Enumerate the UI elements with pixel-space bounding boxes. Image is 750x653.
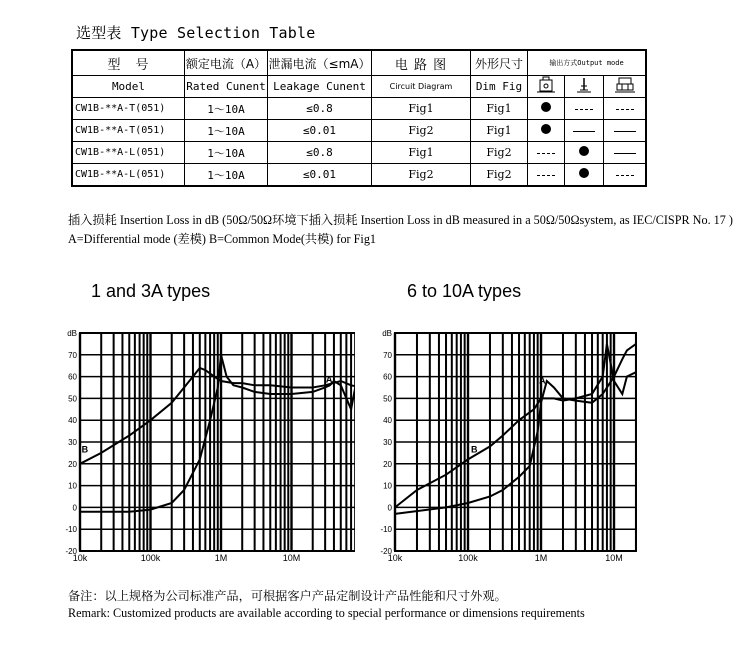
output-plug-cell [604, 98, 647, 120]
y-tick-label: 40 [68, 416, 77, 426]
selected-mark [541, 102, 551, 112]
not-available-mark [573, 131, 595, 132]
insertion-loss-chart-1 [55, 325, 355, 565]
selection-table [71, 49, 647, 187]
pin-icon [565, 76, 604, 98]
series-a-label: A [325, 374, 333, 385]
output-pin-cell [565, 164, 604, 187]
not-available-mark [614, 131, 636, 132]
y-tick-label: 70 [68, 350, 77, 360]
table-header-row-cn [72, 50, 646, 76]
x-tick-label: 1M [214, 553, 228, 563]
chart-2-title: 6 to 10A types [407, 281, 522, 301]
terminal-icon [528, 76, 565, 98]
y-tick-label: -10 [380, 525, 392, 535]
x-tick-label: 10M [605, 553, 623, 563]
header-circuit-cn: 电 路 图 [372, 50, 471, 76]
leakage-cell: ≤0.01 [268, 120, 372, 142]
header-circuit-en: Circuit Diagram [372, 76, 471, 98]
y-tick-label: 50 [383, 394, 392, 404]
table-row [72, 120, 646, 142]
model-cell: CW1B-**A-L(051) [72, 164, 185, 187]
rated-cell: 1～10A [185, 120, 268, 142]
leakage-cell: ≤0.01 [268, 164, 372, 187]
selected-mark [541, 124, 551, 134]
y-tick-label: 70 [383, 350, 392, 360]
x-tick-label: 10M [282, 553, 301, 563]
x-tick-label: 10k [387, 553, 403, 563]
output-plug-cell [604, 142, 647, 164]
plug-icon [604, 76, 647, 98]
x-tick-label: 1M [534, 553, 548, 563]
circuit-cell: Fig1 [372, 98, 471, 120]
dim-cell: Fig2 [471, 164, 528, 187]
model-cell: CW1B-**A-T(051) [72, 120, 185, 142]
not-available-mark [616, 109, 634, 110]
x-tick-label: 10k [72, 553, 88, 563]
series-b-label: B [471, 444, 478, 455]
y-tick-label: 0 [72, 503, 77, 513]
output-pin-cell [565, 98, 604, 120]
y-tick-label: 60 [383, 372, 392, 382]
y-tick-label: -20 [65, 547, 77, 556]
insertion-loss-note: 插入损耗 Insertion Loss in dB (50Ω/50Ω环境下插入损耗 Insertion Loss in dB measured in a 50Ω/50Ωsystem, as IEC/CISPR No. 17 ) A=Differential mode (差模) B=Common Mode(共模) for Fig1 [68, 213, 733, 246]
leakage-cell: ≤0.8 [268, 142, 372, 164]
circuit-cell: Fig1 [372, 142, 471, 164]
model-cell: CW1B-**A-T(051) [72, 98, 185, 120]
header-leakage-en: Leakage Cunent [268, 76, 372, 98]
header-rated-en: Rated Cunent [185, 76, 268, 98]
not-available-mark [575, 109, 593, 110]
y-tick-label: 60 [68, 372, 77, 382]
not-available-mark [614, 153, 636, 154]
selected-mark [579, 168, 589, 178]
model-cell: CW1B-**A-L(051) [72, 142, 185, 164]
chart-1-title: 1 and 3A types [91, 281, 211, 301]
output-pin-cell [565, 120, 604, 142]
output-terminal-cell [528, 142, 565, 164]
header-leakage-cn: 泄漏电流（≤mA） [268, 50, 372, 76]
dim-cell: Fig2 [471, 142, 528, 164]
rated-cell: 1～10A [185, 164, 268, 187]
header-model-en: Model [72, 76, 185, 98]
table-row [72, 164, 646, 187]
y-tick-label: 10 [68, 481, 77, 491]
page-title: 选型表 Type Selection Table [76, 24, 316, 42]
x-tick-label: 100k [140, 553, 161, 563]
y-tick-label: 0 [387, 503, 392, 513]
insertion-loss-chart-2 [370, 325, 670, 565]
not-available-mark [537, 175, 555, 176]
rated-cell: 1～10A [185, 98, 268, 120]
y-tick-label: 20 [68, 459, 77, 469]
output-pin-cell [565, 142, 604, 164]
remark-cn: 备注：以上规格为公司标准产品，可根据客户产品定制设计产品性能和尺寸外观。 [68, 589, 507, 603]
y-tick-label: 20 [383, 459, 392, 469]
x-tick-label: 100k [458, 553, 478, 563]
circuit-cell: Fig2 [372, 120, 471, 142]
y-tick-label: -20 [380, 547, 392, 556]
series-a-label: A [539, 375, 546, 386]
output-terminal-cell [528, 164, 565, 187]
rated-cell: 1～10A [185, 142, 268, 164]
header-dim-cn: 外形尺寸 [471, 50, 528, 76]
output-plug-cell [604, 164, 647, 187]
y-tick-label: 30 [68, 438, 77, 447]
y-tick-label: 50 [68, 394, 77, 404]
header-model-cn: 型 号 [72, 50, 185, 76]
circuit-cell: Fig2 [372, 164, 471, 187]
y-tick-label: 10 [383, 481, 392, 491]
leakage-cell: ≤0.8 [268, 98, 372, 120]
output-terminal-cell [528, 120, 565, 142]
y-tick-label: 30 [383, 438, 392, 447]
table-row [72, 142, 646, 164]
dim-cell: Fig1 [471, 98, 528, 120]
y-tick-label: 40 [383, 416, 392, 426]
y-tick-label: dB [382, 329, 392, 338]
header-dim-en: Dim Fig [471, 76, 528, 98]
output-terminal-cell [528, 98, 565, 120]
not-available-mark [537, 153, 555, 154]
y-tick-label: -10 [65, 525, 77, 535]
header-output-mode: 输出方式Output mode [528, 50, 647, 76]
output-plug-cell [604, 120, 647, 142]
table-header-row-en [72, 76, 646, 98]
y-tick-label: dB [67, 329, 77, 338]
not-available-mark [616, 175, 634, 176]
header-rated-cn: 额定电流（A） [185, 50, 268, 76]
remark-en: Remark: Customized products are available according to special performance or dimensions requirements [68, 606, 585, 620]
table-row [72, 98, 646, 120]
series-b-label: B [81, 444, 89, 455]
dim-cell: Fig1 [471, 120, 528, 142]
selected-mark [579, 146, 589, 156]
